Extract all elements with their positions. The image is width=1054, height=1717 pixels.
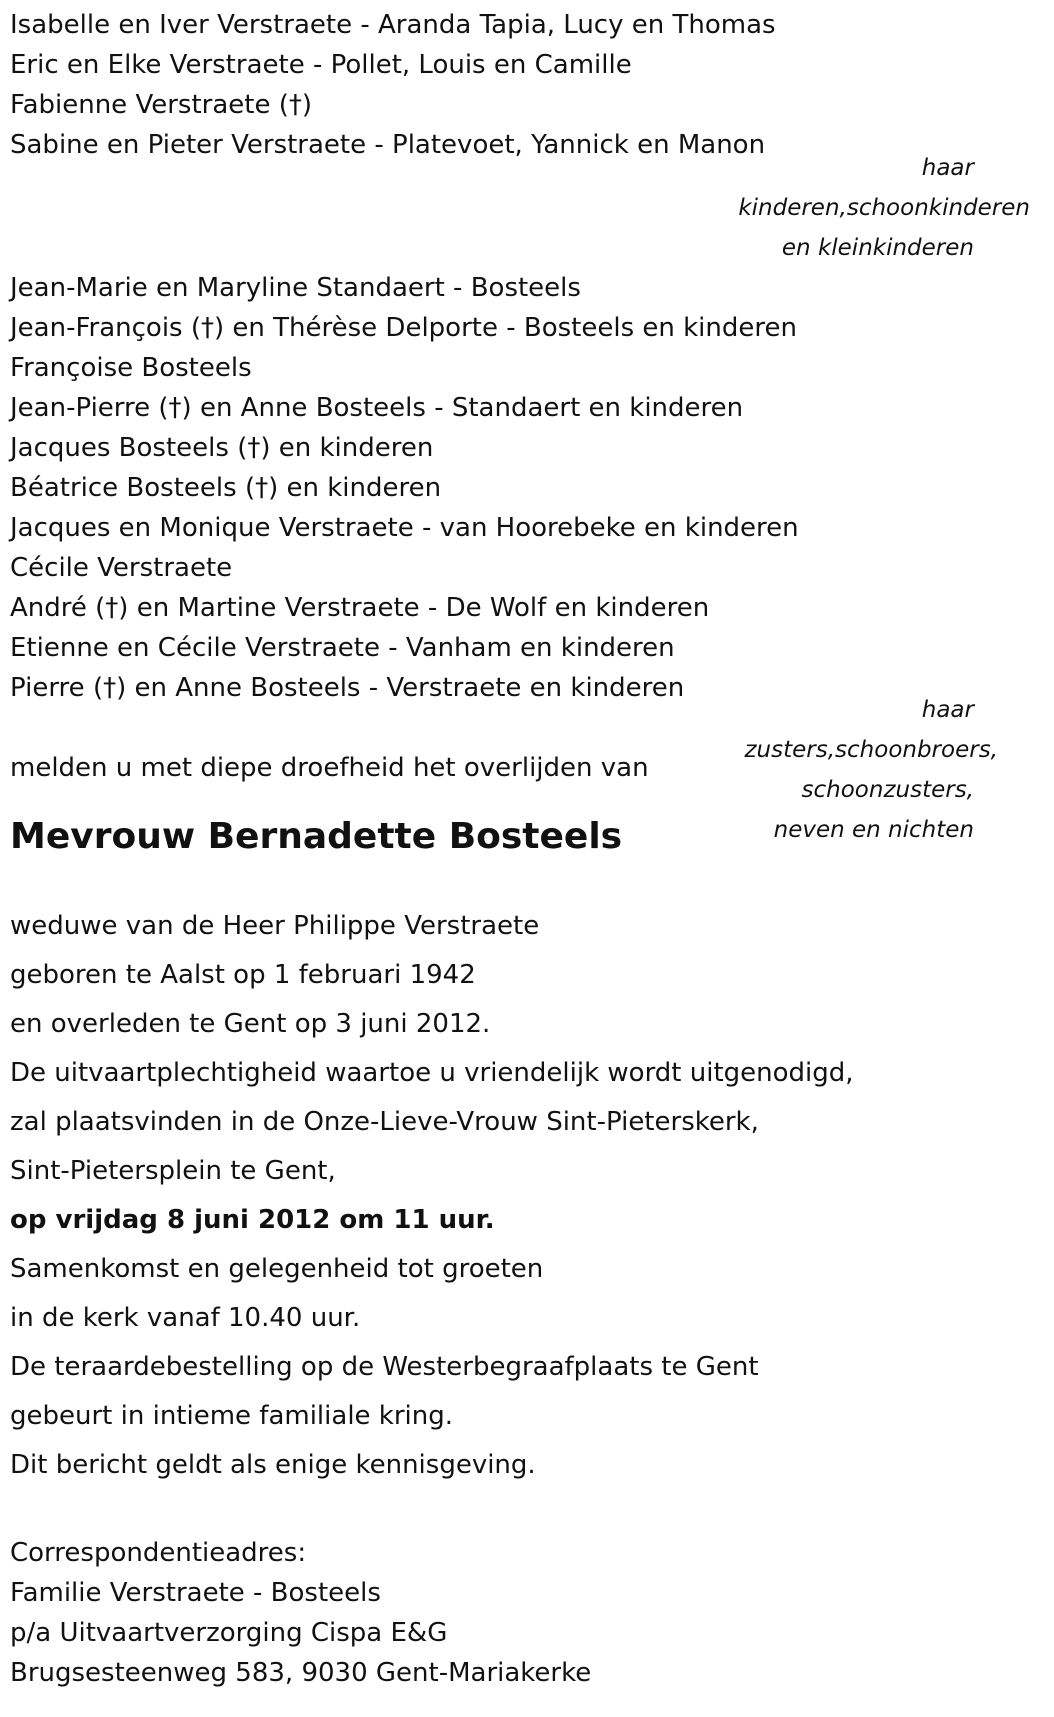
detail-line-5: zal plaatsvinden in de Onze-Lieve-Vrouw Sint-Pieterskerk, (10, 1107, 759, 1137)
detail-line-10: De teraardebestelling op de Westerbegraafplaats te Gent (10, 1352, 759, 1382)
siblings-label-line-1: haar (921, 697, 974, 723)
deceased-name: Mevrouw Bernadette Bosteels (10, 816, 623, 857)
detail-line-3: en overleden te Gent op 3 juni 2012. (10, 1009, 491, 1039)
child-line-1: Isabelle en Iver Verstraete - Aranda Tapia, Lucy en Thomas (10, 10, 776, 40)
sibling-line-8: Cécile Verstraete (10, 553, 233, 583)
detail-line-9: in de kerk vanaf 10.40 uur. (10, 1303, 361, 1333)
sibling-line-1: Jean-Marie en Maryline Standaert - Bosteels (10, 273, 581, 303)
correspondence-line-1: Familie Verstraete - Bosteels (10, 1578, 381, 1608)
sibling-line-5: Jacques Bosteels (†) en kinderen (10, 433, 434, 463)
child-line-2: Eric en Elke Verstraete - Pollet, Louis en Camille (10, 50, 632, 80)
children-label-line-1: haar (921, 155, 974, 181)
sibling-line-11: Pierre (†) en Anne Bosteels - Verstraete en kinderen (10, 673, 685, 703)
detail-line-4: De uitvaartplechtigheid waartoe u vriendelijk wordt uitgenodigd, (10, 1058, 854, 1088)
siblings-label-line-2: zusters,schoonbroers, (744, 737, 998, 763)
sibling-line-3: Françoise Bosteels (10, 353, 252, 383)
detail-line-6: Sint-Pietersplein te Gent, (10, 1156, 336, 1186)
correspondence-heading: Correspondentieadres: (10, 1538, 307, 1568)
sibling-line-9: André (†) en Martine Verstraete - De Wolf en kinderen (10, 593, 710, 623)
detail-line-8: Samenkomst en gelegenheid tot groeten (10, 1254, 544, 1284)
siblings-label (744, 690, 998, 850)
children-label-line-2: kinderen,schoonkinderen (738, 195, 1030, 221)
announcement-text: melden u met diepe droefheid het overlijden van (10, 753, 649, 783)
children-label-line-3: en kleinkinderen (781, 235, 974, 261)
sibling-line-6: Béatrice Bosteels (†) en kinderen (10, 473, 442, 503)
detail-line-1: weduwe van de Heer Philippe Verstraete (10, 911, 540, 941)
detail-line-11: gebeurt in intieme familiale kring. (10, 1401, 454, 1431)
funeral-date: op vrijdag 8 juni 2012 om 11 uur. (10, 1205, 495, 1235)
children-label (738, 148, 1030, 268)
sibling-line-7: Jacques en Monique Verstraete - van Hoorebeke en kinderen (10, 513, 799, 543)
correspondence-line-2: p/a Uitvaartverzorging Cispa E&G (10, 1618, 448, 1648)
sibling-line-4: Jean-Pierre (†) en Anne Bosteels - Standaert en kinderen (10, 393, 744, 423)
sibling-line-10: Etienne en Cécile Verstraete - Vanham en kinderen (10, 633, 675, 663)
siblings-label-line-3: schoonzusters, (801, 777, 974, 803)
detail-line-12: Dit bericht geldt als enige kennisgeving. (10, 1450, 536, 1480)
correspondence-line-3: Brugsesteenweg 583, 9030 Gent-Mariakerke (10, 1658, 592, 1688)
detail-line-2: geboren te Aalst op 1 februari 1942 (10, 960, 476, 990)
child-line-4: Sabine en Pieter Verstraete - Platevoet, Yannick en Manon (10, 130, 766, 160)
child-line-3: Fabienne Verstraete (†) (10, 90, 312, 120)
sibling-line-2: Jean-François (†) en Thérèse Delporte - Bosteels en kinderen (10, 313, 797, 343)
siblings-label-line-4: neven en nichten (773, 817, 974, 843)
